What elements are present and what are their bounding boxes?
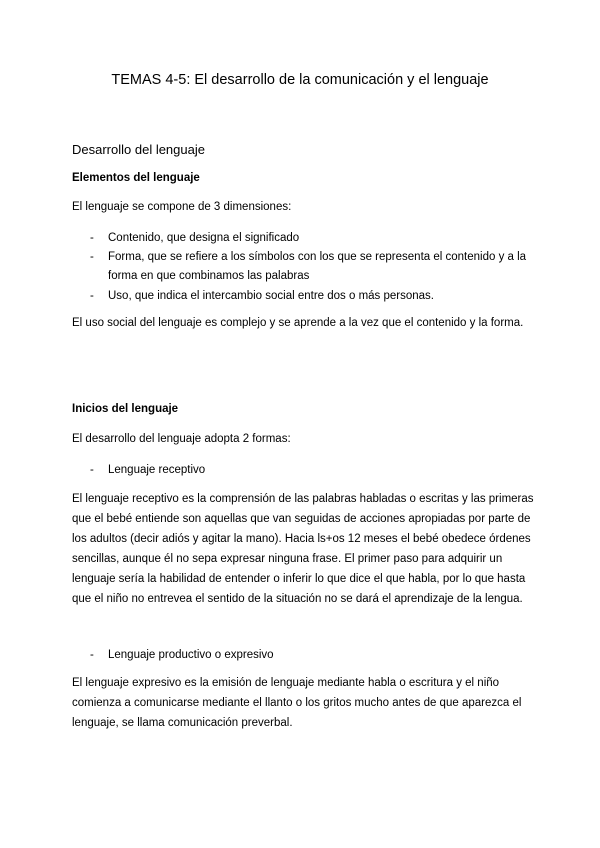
list-item-text: Uso, que indica el intercambio social entre dos o más personas.	[108, 290, 435, 302]
paragraph-line: los adultos (decir adiós y agitar la mano). Hacia ls+os 12 meses el bebé obedece órdenes	[72, 533, 531, 545]
paragraph-line: sencillas, aunque él no sepa expresar ninguna frase. El primer paso para adquirir un	[72, 553, 503, 565]
elements-heading: Elementos del lenguaje	[72, 172, 200, 184]
paragraph-line: lenguaje sería la habilidad de entender o inferir lo que dice el que habla, por lo que hasta	[72, 573, 526, 585]
paragraph-line: lenguaje, se llama comunicación preverbal.	[72, 717, 293, 729]
paragraph-line: comienza a comunicarse mediante el llanto o los gritos mucho antes de que aparezca el	[72, 697, 522, 709]
paragraph-line: El lenguaje expresivo es la emisión de lenguaje mediante habla o escritura y el niño	[72, 677, 500, 689]
elements-closing: El uso social del lenguaje es complejo y se aprende a la vez que el contenido y la forma.	[72, 317, 524, 329]
list-item-text: Contenido, que designa el significado	[108, 232, 300, 244]
list-item-text: forma en que combinamos las palabras	[108, 270, 310, 282]
list-item-text: Lenguaje receptivo	[108, 464, 206, 476]
bullet-dash: -	[90, 251, 94, 263]
paragraph-line: El lenguaje receptivo es la comprensión de las palabras habladas o escritas y las primeras	[72, 493, 534, 505]
inicios-heading: Inicios del lenguaje	[72, 403, 179, 415]
bullet-dash: -	[90, 649, 94, 661]
paragraph-line: que el niño no entrevea el sentido de la situación no se dará el aprendizaje de la lengua.	[72, 593, 523, 605]
bullet-dash: -	[90, 464, 94, 476]
bullet-dash: -	[90, 232, 94, 244]
productive-paragraph	[72, 673, 532, 733]
section-heading: Desarrollo del lenguaje	[72, 142, 205, 157]
receptive-paragraph	[72, 489, 532, 609]
page-title: TEMAS 4-5: El desarrollo de la comunicación y el lenguaje	[111, 72, 489, 88]
list-item-text: Lenguaje productivo o expresivo	[108, 649, 274, 661]
list-item-text: Forma, que se refiere a los símbolos con los que se representa el contenido y a la	[108, 251, 527, 263]
elements-intro: El lenguaje se compone de 3 dimensiones:	[72, 201, 292, 213]
inicios-intro: El desarrollo del lenguaje adopta 2 formas:	[72, 433, 291, 445]
bullet-dash: -	[90, 290, 94, 302]
paragraph-line: que el bebé entiende son aquellas que van seguidas de acciones apropiadas por parte de	[72, 513, 531, 525]
